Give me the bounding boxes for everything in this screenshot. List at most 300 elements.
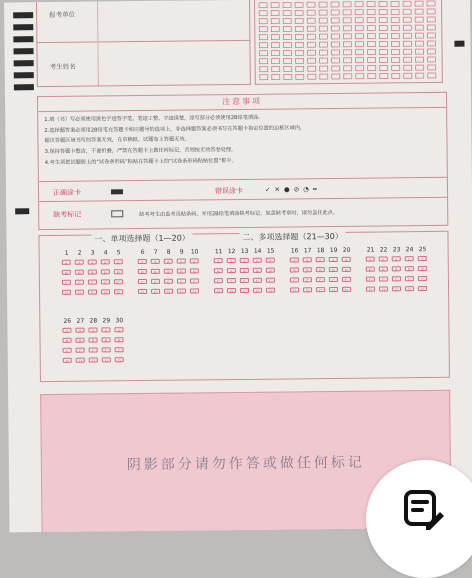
id-bubble[interactable] [295, 42, 303, 47]
answer-bubble-a[interactable]: A [75, 328, 84, 333]
id-bubble[interactable] [343, 42, 351, 47]
answer-bubble-d[interactable]: D [177, 289, 186, 294]
id-bubble[interactable] [380, 49, 388, 54]
answer-bubble-c[interactable]: C [114, 279, 123, 284]
answer-bubble-d[interactable]: D [379, 286, 388, 291]
id-bubble[interactable] [296, 50, 304, 55]
id-bubble[interactable] [308, 66, 316, 71]
org-label: 报考单位 [49, 10, 76, 19]
id-bubble[interactable] [416, 73, 424, 78]
answer-bubble-a[interactable]: A [392, 256, 401, 261]
id-bubble[interactable] [295, 26, 303, 31]
answer-bubble-c[interactable]: C [102, 347, 111, 352]
id-bubble[interactable] [416, 57, 424, 62]
id-bubble[interactable] [416, 65, 424, 70]
notice-title: 注意事项 [38, 93, 446, 112]
id-bubble[interactable] [307, 18, 315, 23]
id-bubble[interactable] [296, 74, 304, 79]
answer-bubble-b[interactable]: B [290, 267, 299, 272]
id-bubble[interactable] [332, 50, 340, 55]
id-bubble[interactable] [272, 51, 280, 56]
id-bubble[interactable] [344, 58, 352, 63]
answer-bubble-b[interactable]: B [102, 337, 111, 342]
id-bubble[interactable] [343, 34, 351, 39]
id-bubble[interactable] [295, 10, 303, 15]
id-bubble[interactable] [295, 2, 303, 7]
id-bubble[interactable] [272, 75, 280, 80]
answer-bubble-d[interactable]: D [115, 357, 124, 362]
id-bubble[interactable] [391, 1, 399, 6]
id-bubble[interactable] [403, 41, 411, 46]
id-bubble[interactable] [295, 18, 303, 23]
id-bubble-grid [255, 0, 442, 84]
answer-bubble-c[interactable]: C [138, 279, 147, 284]
answer-bubble-d[interactable]: D [63, 358, 72, 363]
id-bubble[interactable] [260, 75, 268, 80]
answer-bubble-d[interactable]: D [76, 358, 85, 363]
id-bubble[interactable] [260, 51, 268, 56]
question-number: 5 [116, 249, 121, 257]
answer-bubble-b[interactable]: B [240, 268, 249, 273]
id-bubble[interactable] [259, 19, 267, 24]
id-bubble[interactable] [403, 1, 411, 6]
id-bubble[interactable] [344, 74, 352, 79]
answer-bubble-a[interactable]: A [114, 327, 123, 332]
answer-bubble-b[interactable]: B [138, 269, 147, 274]
answer-bubble-a[interactable]: A [342, 257, 351, 262]
id-bubble[interactable] [415, 25, 423, 30]
id-bubble[interactable] [415, 17, 423, 22]
id-bubble[interactable] [332, 58, 340, 63]
id-bubble[interactable] [379, 1, 387, 6]
id-bubble[interactable] [259, 11, 267, 16]
answer-bubble-a[interactable]: A [151, 259, 160, 264]
answer-bubble-b[interactable]: B [214, 268, 223, 273]
id-bubble[interactable] [319, 2, 327, 7]
id-bubble[interactable] [415, 9, 423, 14]
answer-bubble-b[interactable]: B [227, 268, 236, 273]
answer-bubble-d[interactable]: D [418, 286, 427, 291]
answer-bubble-d[interactable]: D [303, 287, 312, 292]
id-bubble[interactable] [331, 18, 339, 23]
id-bubble[interactable] [307, 26, 315, 31]
answer-bubble-a[interactable]: A [405, 256, 414, 261]
answer-bubble-a[interactable]: A [329, 257, 338, 262]
id-bubble[interactable] [404, 49, 412, 54]
answer-bubble-b[interactable]: B [342, 267, 351, 272]
answer-bubble-a[interactable]: A [62, 328, 71, 333]
id-bubble[interactable] [284, 66, 292, 71]
absent-row [39, 197, 447, 229]
answer-bubble-d[interactable]: D [366, 287, 375, 292]
id-bubble[interactable] [320, 74, 328, 79]
id-bubble[interactable] [284, 74, 292, 79]
id-bubble[interactable] [271, 3, 279, 8]
answer-bubble-c[interactable]: C [76, 348, 85, 353]
id-bubble[interactable] [271, 43, 279, 48]
notice-line: 超出答题区域书写的答案无效，在草稿纸、试题卷上答题无效。 [44, 136, 190, 145]
answer-bubble-b[interactable]: B [366, 267, 375, 272]
answer-bubble-b[interactable]: B [379, 266, 388, 271]
id-bubble[interactable] [367, 34, 375, 39]
answer-bubble-c[interactable]: C [303, 277, 312, 282]
id-bubble[interactable] [356, 58, 364, 63]
id-bubble[interactable] [367, 18, 375, 23]
answer-bubble-d[interactable]: D [151, 289, 160, 294]
id-bubble[interactable] [319, 26, 327, 31]
timing-mark [454, 41, 464, 47]
answer-bubble-a[interactable]: A [114, 259, 123, 264]
answer-bubble-b[interactable]: B [151, 269, 160, 274]
id-bubble[interactable] [307, 34, 315, 39]
id-bubble[interactable] [272, 59, 280, 64]
id-bubble[interactable] [259, 35, 267, 40]
answer-bubble-c[interactable]: C [405, 276, 414, 281]
edit-note-button[interactable] [366, 460, 472, 578]
id-bubble[interactable] [380, 65, 388, 70]
answer-bubble-c[interactable]: C [101, 279, 110, 284]
id-bubble[interactable] [379, 17, 387, 22]
id-bubble[interactable] [319, 34, 327, 39]
answer-bubble-d[interactable]: D [62, 290, 71, 295]
id-bubble[interactable] [427, 41, 435, 46]
notice-line: 4.考生须把试题册上的“试卷条形码”粘贴在答题卡上的“试卷条形码粘贴位置”框中。 [44, 158, 237, 167]
id-bubble[interactable] [331, 10, 339, 15]
id-bubble[interactable] [368, 50, 376, 55]
answer-area [38, 231, 450, 382]
id-bubble[interactable] [307, 10, 315, 15]
note-edit-icon [400, 486, 446, 532]
id-bubble[interactable] [343, 18, 351, 23]
answer-bubble-b[interactable]: B [63, 338, 72, 343]
id-bubble[interactable] [331, 42, 339, 47]
id-bubble[interactable] [367, 42, 375, 47]
id-bubble[interactable] [415, 33, 423, 38]
absent-mark-box[interactable] [111, 210, 123, 217]
question-number: 25 [418, 246, 427, 254]
answer-bubble-a[interactable]: A [164, 259, 173, 264]
wrong-fill-label: 错误涂卡 [214, 186, 244, 196]
id-bubble[interactable] [296, 66, 304, 71]
id-bubble[interactable] [403, 9, 411, 14]
id-bubble[interactable] [260, 67, 268, 72]
answer-bubble-b[interactable]: B [329, 267, 338, 272]
answer-bubble-d[interactable]: D [227, 288, 236, 293]
answer-bubble-c[interactable]: C [190, 278, 199, 283]
answer-bubble-d[interactable]: D [88, 289, 97, 294]
answer-bubble-d[interactable]: D [290, 287, 299, 292]
question-number: 14 [253, 247, 262, 255]
id-bubble[interactable] [308, 50, 316, 55]
id-bubble[interactable] [344, 66, 352, 71]
id-bubble[interactable] [379, 25, 387, 30]
id-bubble[interactable] [403, 17, 411, 22]
id-bubble[interactable] [356, 74, 364, 79]
question-number: 4 [103, 249, 108, 257]
id-bubble[interactable] [391, 25, 399, 30]
id-bubble[interactable] [391, 33, 399, 38]
id-bubble[interactable] [356, 50, 364, 55]
id-bubble[interactable] [367, 2, 375, 7]
answer-bubble-c[interactable]: C [62, 280, 71, 285]
answer-bubble-b[interactable]: B [114, 269, 123, 274]
answer-bubble-a[interactable]: A [418, 256, 427, 261]
answer-bubble-b[interactable]: B [303, 267, 312, 272]
id-bubble[interactable] [331, 2, 339, 7]
id-bubble[interactable] [283, 26, 291, 31]
answer-bubble-b[interactable]: B [76, 338, 85, 343]
id-bubble[interactable] [428, 49, 436, 54]
id-bubble[interactable] [379, 9, 387, 14]
id-bubble[interactable] [392, 73, 400, 78]
answer-bubble-d[interactable]: D [138, 289, 147, 294]
answer-bubble-b[interactable]: B [101, 269, 110, 274]
answer-bubble-b[interactable]: B [266, 268, 275, 273]
answer-bubble-d[interactable]: D [114, 289, 123, 294]
id-bubble[interactable] [428, 57, 436, 62]
id-bubble[interactable] [379, 33, 387, 38]
id-bubble[interactable] [295, 34, 303, 39]
id-bubble[interactable] [283, 42, 291, 47]
id-bubble[interactable] [320, 58, 328, 63]
answer-bubble-c[interactable]: C [177, 279, 186, 284]
answer-bubble-c[interactable]: C [329, 277, 338, 282]
id-bubble[interactable] [427, 1, 435, 6]
answer-bubble-a[interactable]: A [227, 258, 236, 263]
answer-bubble-c[interactable]: C [227, 278, 236, 283]
id-bubble[interactable] [415, 1, 423, 6]
answer-bubble-a[interactable]: A [177, 259, 186, 264]
answer-bubble-b[interactable]: B [418, 266, 427, 271]
candidate-id-grid[interactable] [254, 0, 443, 85]
notice-box [37, 92, 448, 230]
answer-bubble-a[interactable]: A [190, 258, 199, 263]
id-bubble[interactable] [392, 49, 400, 54]
answer-bubble-c[interactable]: C [418, 276, 427, 281]
answer-bubble-c[interactable]: C [266, 278, 275, 283]
id-bubble[interactable] [308, 58, 316, 63]
answer-bubble-a[interactable]: A [240, 258, 249, 263]
answer-bubble-c[interactable]: C [342, 277, 351, 282]
answer-bubble-b[interactable]: B [392, 266, 401, 271]
id-bubble[interactable] [331, 34, 339, 39]
id-bubble[interactable] [391, 9, 399, 14]
answer-bubble-d[interactable]: D [75, 290, 84, 295]
id-bubble[interactable] [368, 74, 376, 79]
answer-bubble-c[interactable]: C [115, 347, 124, 352]
answer-bubble-d[interactable]: D [89, 357, 98, 362]
answer-bubble-a[interactable]: A [290, 257, 299, 262]
id-bubble[interactable] [355, 2, 363, 7]
id-bubble[interactable] [380, 57, 388, 62]
id-bubble[interactable] [427, 17, 435, 22]
answer-bubble-c[interactable]: C [89, 347, 98, 352]
answer-bubble-c[interactable]: C [214, 278, 223, 283]
id-bubble[interactable] [368, 66, 376, 71]
id-bubble[interactable] [271, 19, 279, 24]
answer-bubble-c[interactable]: C [75, 280, 84, 285]
answer-bubble-a[interactable]: A [88, 327, 97, 332]
id-bubble[interactable] [320, 66, 328, 71]
answer-bubble-a[interactable]: A [62, 260, 71, 265]
id-bubble[interactable] [343, 10, 351, 15]
id-bubble[interactable] [331, 26, 339, 31]
id-bubble[interactable] [307, 42, 315, 47]
answer-bubble-a[interactable]: A [101, 327, 110, 332]
answer-bubble-d[interactable]: D [329, 287, 338, 292]
question-number: 23 [392, 246, 401, 254]
answer-bubble-d[interactable]: D [405, 286, 414, 291]
id-bubble[interactable] [332, 74, 340, 79]
id-bubble[interactable] [283, 18, 291, 23]
id-bubble[interactable] [259, 43, 267, 48]
id-bubble[interactable] [343, 2, 351, 7]
answer-bubble-c[interactable]: C [253, 278, 262, 283]
answer-bubble-b[interactable]: B [253, 268, 262, 273]
id-bubble[interactable] [428, 65, 436, 70]
answer-bubble-c[interactable]: C [151, 279, 160, 284]
id-bubble[interactable] [367, 10, 375, 15]
id-bubble[interactable] [284, 50, 292, 55]
id-bubble[interactable] [379, 41, 387, 46]
id-bubble[interactable] [260, 59, 268, 64]
answer-bubble-b[interactable]: B [115, 337, 124, 342]
answer-bubble-d[interactable]: D [102, 357, 111, 362]
answer-bubble-d[interactable]: D [240, 288, 249, 293]
answer-bubble-c[interactable]: C [164, 279, 173, 284]
id-bubble[interactable] [415, 41, 423, 46]
answer-bubble-c[interactable]: C [392, 276, 401, 281]
answer-bubble-c[interactable]: C [379, 276, 388, 281]
id-bubble[interactable] [404, 73, 412, 78]
id-bubble[interactable] [356, 66, 364, 71]
answer-bubble-a[interactable]: A [266, 258, 275, 263]
question-number: 7 [153, 248, 158, 256]
answer-bubble-d[interactable]: D [316, 287, 325, 292]
question-number: 20 [342, 246, 351, 254]
notice-line: 1.填（书）写必须使用黑色字迹签字笔，笔迹工整、字迹清楚，涂写部分必须使用2B铅笔填涂。 [44, 114, 264, 124]
answer-bubble-b[interactable]: B [88, 269, 97, 274]
answer-bubble-a[interactable]: A [253, 258, 262, 263]
answer-bubble-a[interactable]: A [303, 257, 312, 262]
answer-bubble-a[interactable]: A [88, 259, 97, 264]
id-bubble[interactable] [355, 26, 363, 31]
answer-bubble-b[interactable]: B [62, 270, 71, 275]
id-bubble[interactable] [427, 9, 435, 14]
id-bubble[interactable] [319, 18, 327, 23]
answer-bubble-c[interactable]: C [316, 277, 325, 282]
id-bubble[interactable] [355, 42, 363, 47]
id-bubble[interactable] [368, 58, 376, 63]
id-bubble[interactable] [320, 50, 328, 55]
id-bubble[interactable] [428, 73, 436, 78]
answer-bubble-b[interactable]: B [177, 269, 186, 274]
id-bubble[interactable] [259, 3, 267, 8]
answer-bubble-c[interactable]: C [366, 277, 375, 282]
id-bubble[interactable] [380, 73, 388, 78]
id-bubble[interactable] [355, 18, 363, 23]
id-bubble[interactable] [355, 34, 363, 39]
answer-bubble-b[interactable]: B [75, 270, 84, 275]
timing-mark [13, 24, 33, 30]
answer-bubble-d[interactable]: D [266, 288, 275, 293]
question-number: 12 [227, 248, 236, 256]
answer-bubble-d[interactable]: D [101, 289, 110, 294]
id-bubble[interactable] [404, 65, 412, 70]
answer-bubble-b[interactable]: B [316, 267, 325, 272]
id-bubble[interactable] [392, 57, 400, 62]
answer-bubble-a[interactable]: A [214, 258, 223, 263]
id-bubble[interactable] [283, 34, 291, 39]
id-bubble[interactable] [344, 50, 352, 55]
answer-bubble-b[interactable]: B [190, 268, 199, 273]
id-bubble[interactable] [391, 41, 399, 46]
id-bubble[interactable] [392, 65, 400, 70]
id-bubble[interactable] [427, 25, 435, 30]
id-bubble[interactable] [308, 74, 316, 79]
id-bubble[interactable] [332, 66, 340, 71]
answer-bubble-d[interactable]: D [190, 288, 199, 293]
id-bubble[interactable] [427, 33, 435, 38]
id-bubble[interactable] [271, 11, 279, 16]
answer-bubble-b[interactable]: B [164, 269, 173, 274]
question-number: 1 [64, 249, 69, 257]
question-number: 28 [89, 317, 98, 325]
id-bubble[interactable] [403, 33, 411, 38]
answer-bubble-a[interactable]: A [366, 257, 375, 262]
id-bubble[interactable] [416, 49, 424, 54]
answer-bubble-b[interactable]: B [89, 337, 98, 342]
notice-line: 3.保持答题卡整洁，不要折叠，严禁在答题卡上做任何标记，否则按无效答卷处理。 [44, 147, 237, 156]
id-bubble[interactable] [259, 27, 267, 32]
id-bubble[interactable] [355, 10, 363, 15]
id-bubble[interactable] [271, 27, 279, 32]
answer-bubble-d[interactable]: D [214, 288, 223, 293]
id-bubble[interactable] [283, 2, 291, 7]
answer-bubble-d[interactable]: D [392, 286, 401, 291]
id-bubble[interactable] [272, 67, 280, 72]
answer-bubble-c[interactable]: C [240, 278, 249, 283]
answer-bubble-a[interactable]: A [101, 259, 110, 264]
answer-bubble-d[interactable]: D [164, 289, 173, 294]
id-bubble[interactable] [283, 10, 291, 15]
id-bubble[interactable] [296, 58, 304, 63]
question-number: 22 [379, 246, 388, 254]
id-bubble[interactable] [284, 58, 292, 63]
answer-bubble-d[interactable]: D [342, 287, 351, 292]
id-bubble[interactable] [343, 26, 351, 31]
timing-mark [13, 12, 33, 18]
answer-bubble-c[interactable]: C [88, 279, 97, 284]
id-bubble[interactable] [367, 26, 375, 31]
id-bubble[interactable] [403, 25, 411, 30]
id-bubble[interactable] [319, 42, 327, 47]
answer-bubble-a[interactable]: A [75, 260, 84, 265]
answer-bubble-a[interactable]: A [379, 256, 388, 261]
answer-bubble-a[interactable]: A [138, 259, 147, 264]
id-bubble[interactable] [319, 10, 327, 15]
id-bubble[interactable] [391, 17, 399, 22]
id-bubble[interactable] [307, 2, 315, 7]
answer-bubble-b[interactable]: B [405, 266, 414, 271]
id-bubble[interactable] [271, 35, 279, 40]
answer-bubble-c[interactable]: C [290, 277, 299, 282]
answer-bubble-c[interactable]: C [63, 348, 72, 353]
answer-bubble-a[interactable]: A [316, 257, 325, 262]
answer-bubble-d[interactable]: D [253, 288, 262, 293]
wrong-fill-marks: ✓ ✕ ● ⊘ ◔ ━ [264, 185, 318, 194]
id-bubble[interactable] [404, 57, 412, 62]
